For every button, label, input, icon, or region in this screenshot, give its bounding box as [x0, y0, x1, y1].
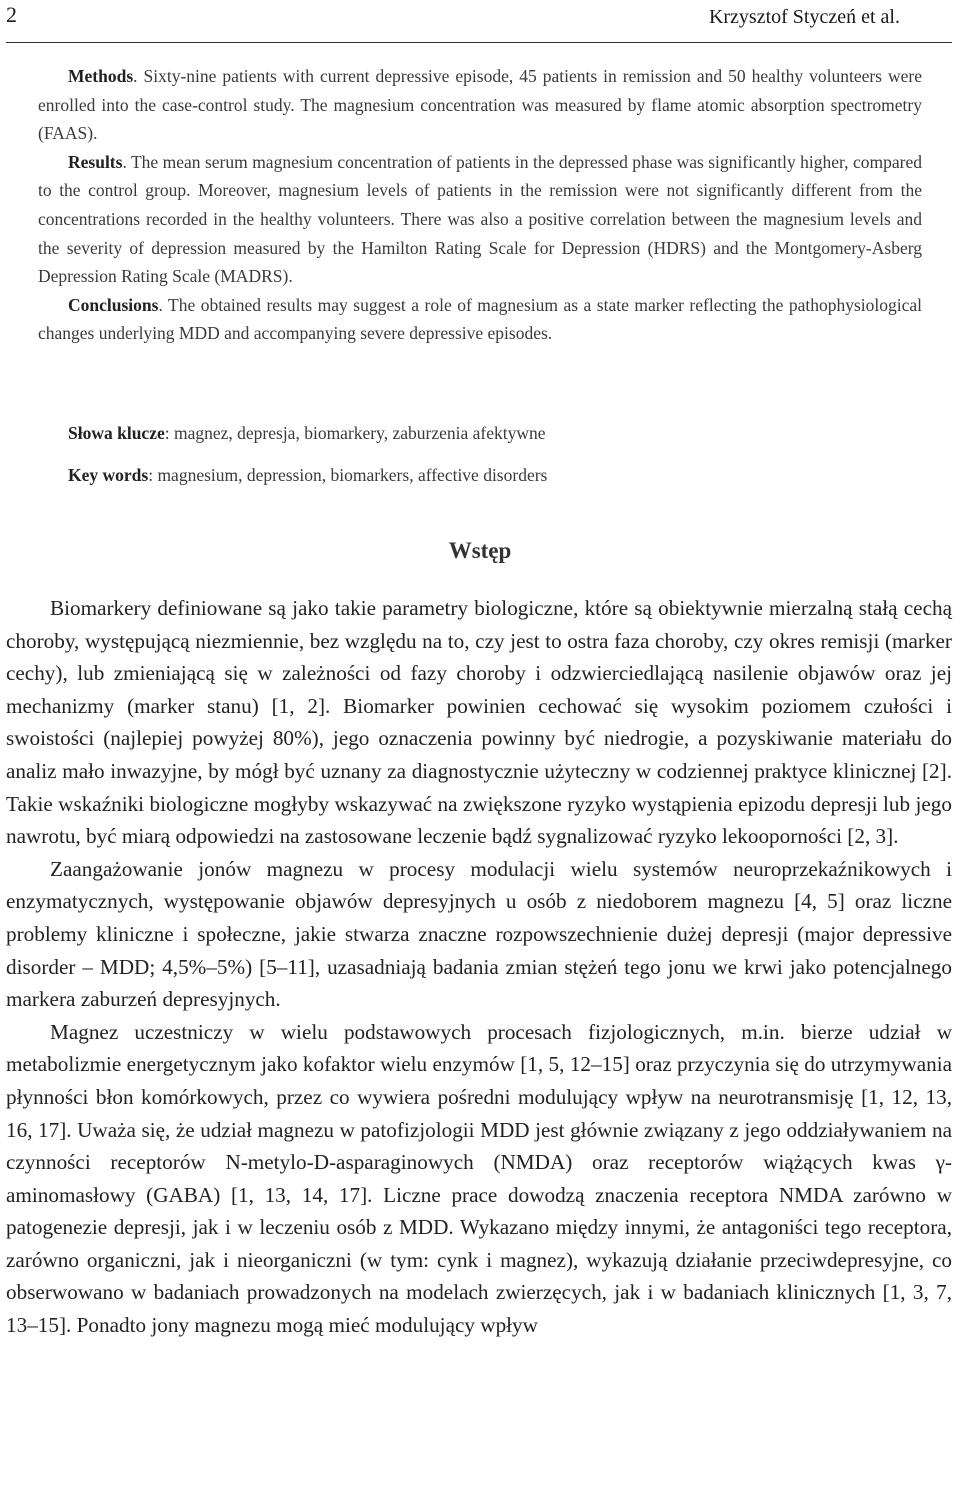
body-paragraph: Magnez uczestniczy w wielu podstawowych procesach fizjologicznych, m.in. bierze udział w metabolizmie energetycznym jako kofaktor wielu enzymów [1, 5, 12–15] oraz przyczynia się do utrzymywania płynności błon komórkowych, przez co wywiera pośredni modulujący wpływ na neurotransmisję [1, 12, 13, 16, 17]. Uważa się, że udział magnezu w patofizjologii MDD jest głównie związany z jego oddziaływaniem na czynności receptorów N-metylo-D-asparaginowych (NMDA) oraz receptorów wiążących kwas γ-aminomasłowy (GABA) [1, 13, 14, 17]. Liczne prace dowodzą znaczenia receptora NMDA zarówno w patogenezie depresji, jak i w leczeniu osób z MDD. Wykazano między innymi, że antagoniści tego receptora, zarówno organiczni, jak i nieorganiczni (w tym: cynk i magnez), wykazują działanie przeciwdepresyjne, co obserwowano w badaniach prowadzonych na modelach zwierzęcych, jak i w badaniach klinicznych [1, 3, 7, 13–15]. Ponadto jony magnezu mogą mieć modulujący wpływ [6, 1019, 952, 1338]
keywords-polish-label: Słowa klucze [68, 423, 165, 443]
methods-label: Methods [68, 66, 134, 86]
keywords-polish-text: : magnez, depresja, biomarkery, zaburzenia afektywne [164, 423, 546, 443]
abstract-results [38, 148, 922, 291]
page-number: 2 [6, 2, 17, 27]
keywords-english [68, 465, 928, 486]
methods-text: . Sixty-nine patients with current depressive episode, 45 patients in remission and 50 healthy volunteers were enrolled into the case-control study. The magnesium concentration was measured by flame atomic absorption spectrometry (FAAS). [38, 66, 922, 144]
body-paragraph: Zaangażowanie jonów magnezu w procesy modulacji wielu systemów neuroprzekaźnikowych i enzymatycznych, występowanie objawów depresyjnych u osób z niedoborem magnezu [4, 5] oraz liczne problemy kliniczne i społeczne, jakie stwarza znaczne rozpowszechnienie dużej depresji (major depressive disorder – MDD; 4,5%–5%) [5–11], uzasadniają badania zmian stężeń tego jonu we krwi jako potencjalnego markera zaburzeń depresyjnych. [6, 856, 952, 1012]
conclusions-text: . The obtained results may suggest a role of magnesium as a state marker reflecting the pathophysiological changes underlying MDD and accompanying severe depressive episodes. [38, 294, 922, 344]
keywords-polish [68, 423, 928, 444]
abstract-methods [38, 62, 922, 148]
results-text: . The mean serum magnesium concentration of patients in the depressed phase was significantly higher, compared to the control group. Moreover, magnesium levels of patients in the remission were not significantly different from the concentrations recorded in the healthy volunteers. There was also a positive correlation between the magnesium levels and the severity of depression measured by the Hamilton Rating Scale for Depression (HDRS) and the Montgomery-Asberg Depression Rating Scale (MADRS). [38, 151, 922, 287]
abstract-conclusions [38, 291, 922, 348]
body-paragraph: Biomarkery definiowane są jako takie parametry biologiczne, które są obiektywnie mierzalną stałą cechą choroby, występującą niezmiennie, bez względu na to, czy jest to ostra faza choroby, czy okres remisji (marker cechy), lub zmieniającą się w zależności od fazy choroby i odzwierciedlającą nasilenie objawów oraz jej mechanizmy (marker stanu) [1, 2]. Biomarker powinien cechować się wysokim poziomem czułości i swoistości (najlepiej powyżej 80%), jego oznaczenia powinny być niedrogie, a pozyskiwanie materiału do analiz mało inwazyjne, by mógł być uznany za diagnostycznie użyteczny w codziennej praktyce klinicznej [2]. Takie wskaźniki biologiczne mogłyby wskazywać na zwiększone ryzyko wystąpienia epizodu depresji lub jego nawrotu, być miarą odpowiedzi na zastosowane leczenie bądź sygnalizować ryzyko lekooporności [2, 3]. [6, 596, 952, 849]
keywords-english-text: : magnesium, depression, biomarkers, affective disorders [148, 465, 548, 485]
body-text [6, 592, 952, 1342]
page-header [6, 2, 952, 38]
header-divider [6, 42, 952, 43]
abstract [38, 62, 922, 348]
conclusions-label: Conclusions [68, 294, 159, 315]
keywords-english-label: Key words [68, 465, 149, 485]
section-title: Wstęp [448, 538, 512, 563]
running-head: Krzysztof Styczeń et al. [708, 6, 900, 28]
results-label: Results [68, 151, 123, 172]
